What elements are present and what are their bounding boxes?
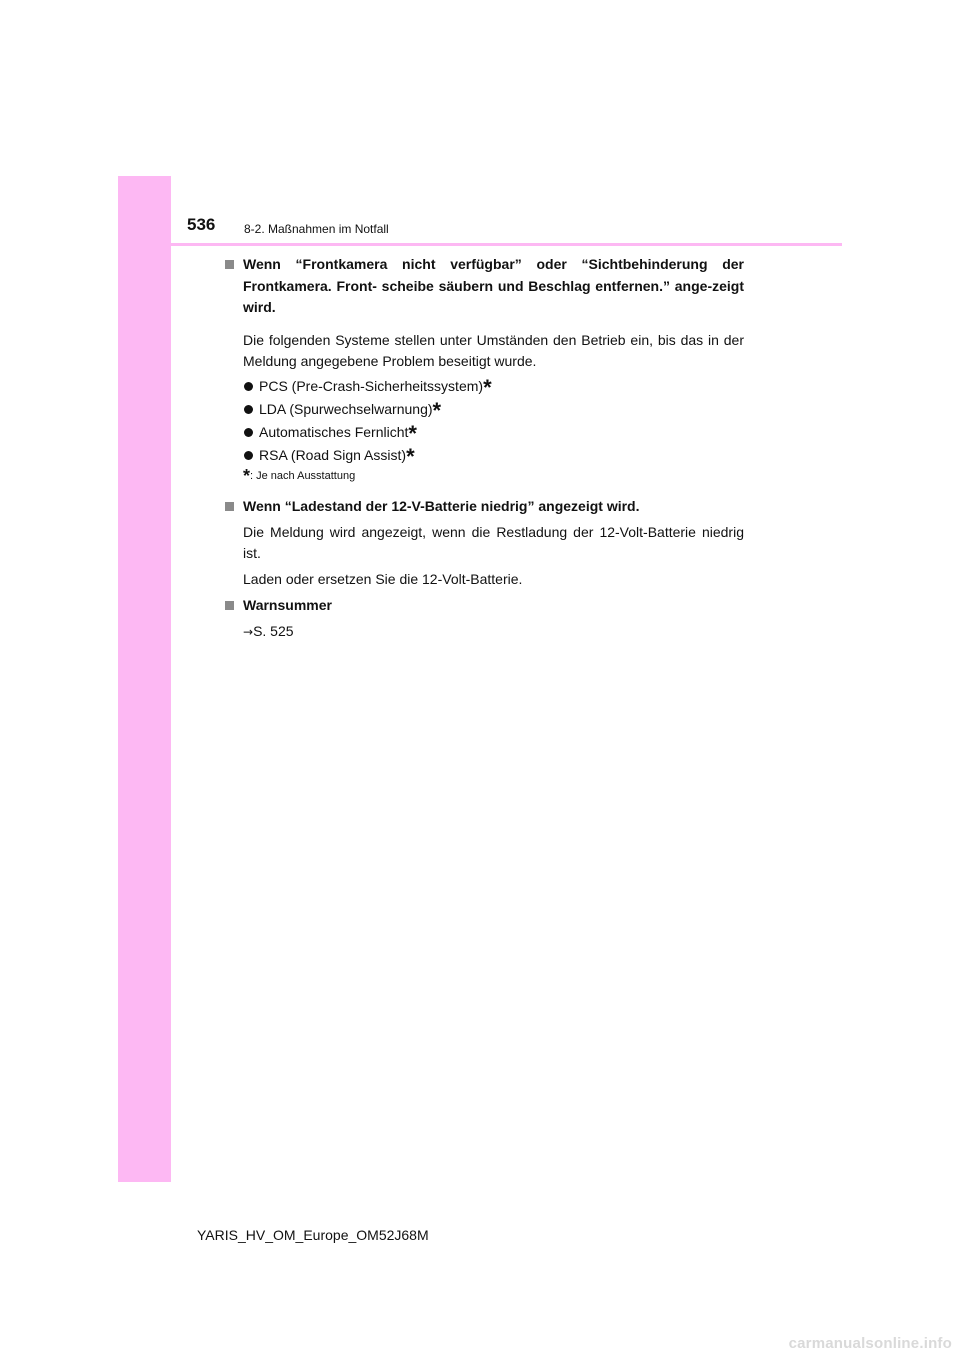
section-title: 8-2. Maßnahmen im Notfall	[244, 222, 389, 236]
heading-text: Warnsummer	[243, 597, 332, 613]
square-bullet-icon	[225, 601, 234, 610]
heading-battery-low	[224, 496, 744, 518]
list-item	[243, 421, 744, 444]
bullet-dot-icon	[244, 405, 253, 414]
footnote	[243, 468, 744, 484]
bullet-dot-icon	[244, 382, 253, 391]
footnote-marker: *	[432, 397, 442, 423]
page-content	[224, 254, 744, 657]
heading-text: Wenn “Ladestand der 12-V-Batterie niedrig” angezeigt wird.	[243, 498, 640, 514]
bullet-dot-icon	[244, 451, 253, 460]
paragraph-battery-action: Laden oder ersetzen Sie die 12-Volt-Batterie.	[243, 570, 523, 587]
footnote-marker: *	[406, 443, 415, 469]
watermark: carmanualsonline.info	[788, 1335, 952, 1352]
bullet-dot-icon	[244, 428, 253, 437]
page-reference-text: S. 525	[253, 622, 294, 639]
list-item-text: Automatisches Fernlicht	[259, 423, 409, 440]
list-item	[243, 398, 744, 421]
square-bullet-icon	[225, 502, 234, 511]
document-id: YARIS_HV_OM_Europe_OM52J68M	[197, 1227, 429, 1243]
side-color-strip	[118, 176, 171, 1182]
footnote-marker: *	[243, 466, 251, 486]
list-item	[243, 375, 744, 398]
header-rule	[118, 243, 842, 246]
list-item-text: LDA (Spurwechselwarnung)	[259, 400, 433, 417]
heading-text: Wenn “Frontkamera nicht verfügbar” oder “Sichtbehinderung der Frontkamera. Front- scheibe säubern und Beschlag entfernen.” ange-zeigt wird.	[243, 256, 744, 315]
footnote-marker: *	[483, 374, 492, 400]
arrow-right-icon: →	[243, 624, 254, 639]
paragraph-battery-message: Die Meldung wird angezeigt, wenn die Restladung der 12-Volt-Batterie niedrig ist.	[243, 523, 744, 561]
list-item-text: PCS (Pre-Crash-Sicherheitssystem)	[259, 377, 484, 394]
footnote-text: : Je nach Ausstattung	[250, 470, 356, 482]
list-item-text: RSA (Road Sign Assist)	[259, 446, 407, 463]
square-bullet-icon	[225, 260, 234, 269]
list-item	[243, 444, 744, 467]
footnote-marker: *	[408, 420, 417, 446]
paragraph-systems: Die folgenden Systeme stellen unter Umständen den Betrieb ein, bis das in der Meldung angegebene Problem beseitigt wurde.	[243, 331, 744, 369]
heading-warning-buzzer	[224, 595, 744, 617]
heading-camera-unavailable	[224, 254, 744, 319]
page-reference[interactable]	[243, 621, 744, 644]
page-number: 536	[187, 215, 216, 234]
affected-systems-list	[224, 375, 744, 467]
